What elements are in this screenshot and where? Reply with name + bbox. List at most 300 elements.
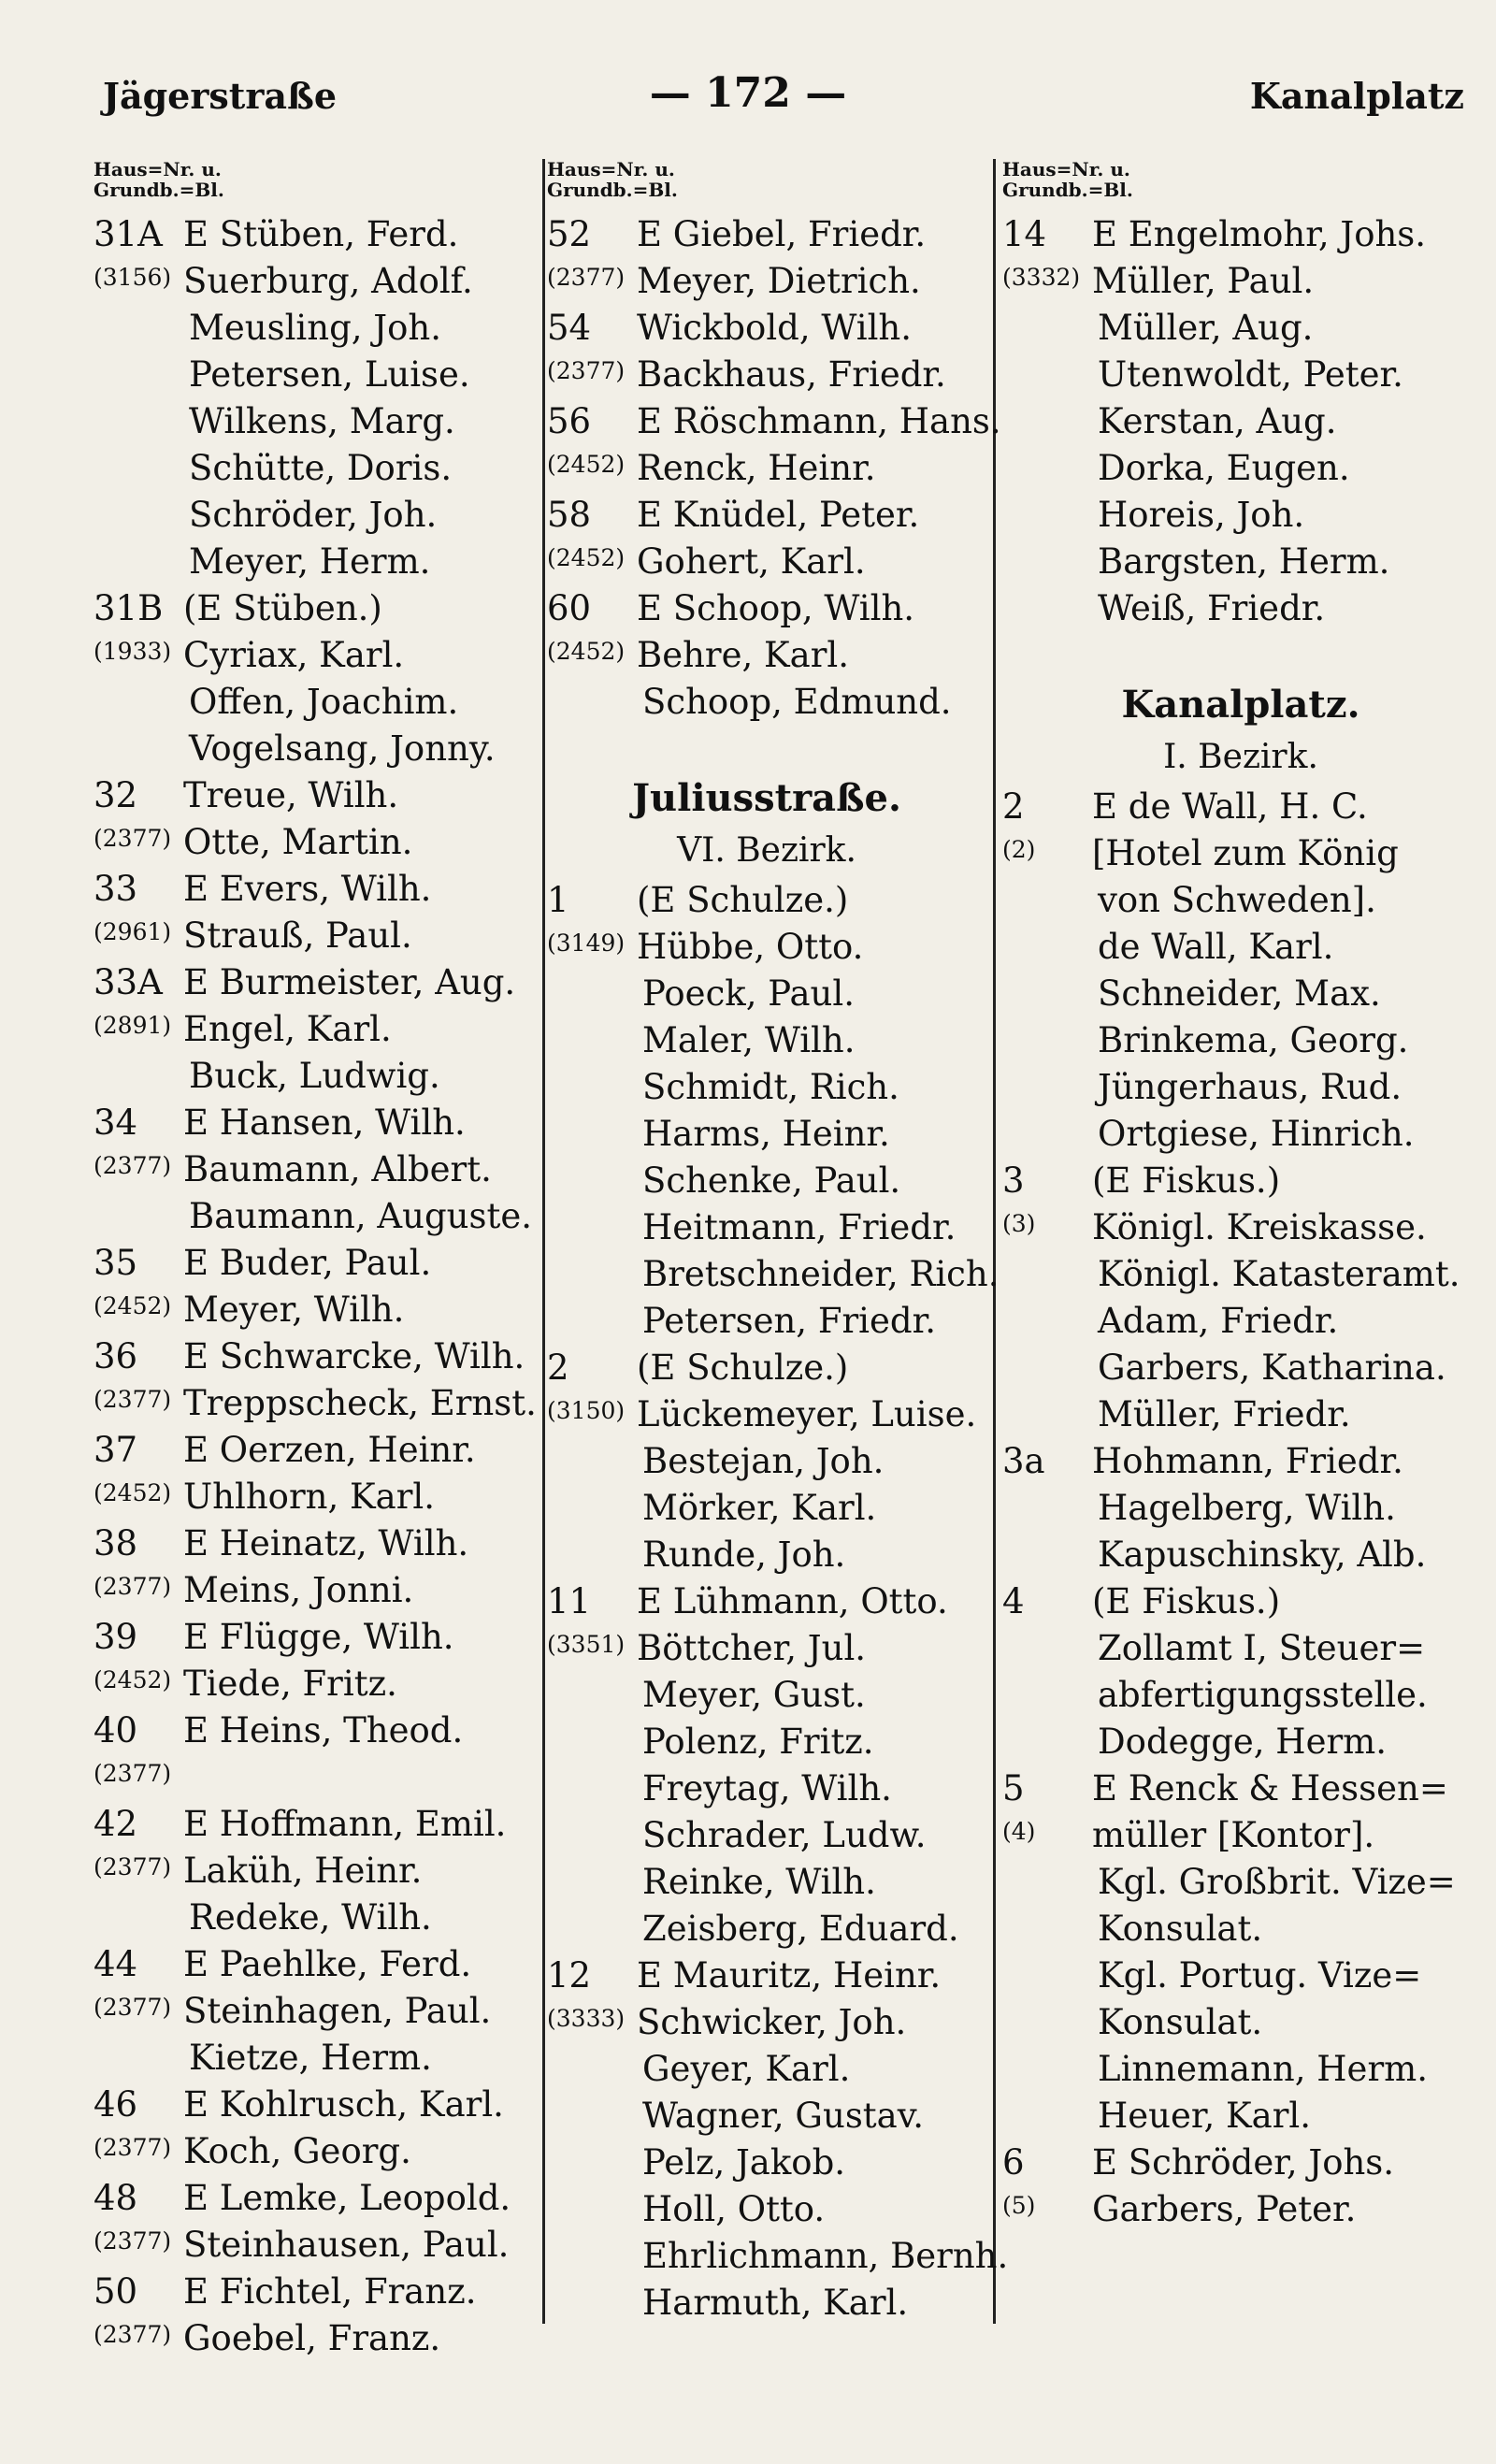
directory-entry (94, 1848, 542, 1895)
resident-name: Uhlhorn, Karl. (183, 1477, 435, 1517)
directory-entry (547, 585, 986, 632)
resident-name: Steinhagen, Paul. (183, 1991, 492, 2031)
resident-name: abfertigungsstelle. (1098, 1675, 1428, 1715)
grundbuch-number: (2377) (94, 1152, 172, 1179)
directory-entry (94, 492, 542, 539)
directory-entry (547, 1672, 986, 1719)
resident-name: E Oerzen, Heinr. (183, 1430, 476, 1470)
directory-entry (1002, 877, 1479, 924)
house-number: 14 (1002, 214, 1047, 254)
section-gap (547, 726, 986, 772)
grundbuch-number: (2377) (94, 1760, 172, 1787)
district-label: I. Bezirk. (1163, 738, 1318, 776)
resident-name: Linnemann, Herm. (1098, 2049, 1428, 2089)
column-header-line: Haus=Nr. u. (547, 158, 675, 180)
house-number: 3a (1002, 1441, 1045, 1481)
grundbuch-number: (2452) (547, 638, 626, 665)
grundbuch-number: (2961) (94, 918, 172, 945)
directory-entry (1002, 1064, 1479, 1111)
directory-entry (94, 1661, 542, 1708)
house-number: 54 (547, 308, 592, 348)
resident-name: Garbers, Peter. (1092, 2189, 1357, 2229)
resident-name: Weiß, Friedr. (1098, 588, 1326, 628)
column-header (547, 159, 986, 211)
directory-entry (94, 913, 542, 959)
directory-entry (547, 1251, 1000, 1298)
house-number: 42 (94, 1804, 138, 1844)
resident-name: Poeck, Paul. (642, 973, 855, 1014)
directory-entry (547, 305, 986, 352)
resident-name: E Kohlrusch, Karl. (183, 2084, 504, 2125)
directory-entry (94, 679, 542, 726)
directory-entry (547, 1906, 986, 1952)
house-number: 32 (94, 775, 138, 815)
directory-entry (1002, 1111, 1479, 1158)
resident-name: Renck, Heinr. (637, 448, 876, 488)
resident-name: Heuer, Karl. (1098, 2096, 1312, 2136)
directory-entry (94, 959, 542, 1006)
directory-entry (1002, 445, 1479, 492)
directory-entry (94, 1520, 542, 1567)
resident-name: E Schröder, Johs. (1092, 2142, 1395, 2183)
directory-entry (547, 1204, 986, 1251)
grundbuch-number: (2377) (94, 2321, 172, 2348)
house-number: 46 (94, 2084, 138, 2125)
directory-entry (547, 877, 986, 924)
directory-entry (94, 305, 542, 352)
directory-entry (1002, 2140, 1479, 2186)
directory-entry (547, 2186, 986, 2233)
directory-entry (1002, 258, 1479, 305)
resident-name: Dodegge, Herm. (1098, 1722, 1388, 1762)
directory-entry (547, 1765, 986, 1812)
directory-entry (1002, 1812, 1479, 1859)
grundbuch-number: (3332) (1002, 264, 1081, 291)
directory-entry (94, 2128, 542, 2175)
directory-entry (1002, 2186, 1479, 2233)
directory-entry (1002, 1298, 1479, 1345)
resident-name: Bretschneider, Rich. (642, 1254, 1000, 1294)
grundbuch-number: (2377) (94, 1853, 172, 1880)
house-number: 1 (547, 880, 569, 920)
resident-name: Behre, Karl. (637, 635, 850, 675)
directory-entry (1002, 1485, 1479, 1532)
resident-name: E Flügge, Wilh. (183, 1617, 454, 1657)
directory-entry (1002, 352, 1479, 398)
directory-entry (547, 1345, 986, 1391)
directory-entry (94, 2315, 542, 2362)
house-number: 40 (94, 1710, 138, 1751)
resident-name: Laküh, Heinr. (183, 1851, 423, 1891)
grundbuch-number: (3) (1002, 1210, 1036, 1237)
house-number: 39 (94, 1617, 138, 1657)
resident-name: Adam, Friedr. (1098, 1301, 1339, 1341)
resident-name: E Giebel, Friedr. (637, 214, 927, 254)
resident-name: Reinke, Wilh. (642, 1862, 876, 1902)
resident-name: E Burmeister, Aug. (183, 962, 516, 1002)
grundbuch-number: (2377) (94, 825, 172, 852)
directory-entry (547, 679, 986, 726)
resident-name: E Hansen, Wilh. (183, 1102, 466, 1143)
house-number: 58 (547, 495, 592, 535)
resident-name: Strauß, Paul. (183, 915, 412, 956)
directory-entry (547, 352, 986, 398)
house-number: 60 (547, 588, 592, 628)
house-number: 31B (94, 588, 164, 628)
directory-entry (1002, 1719, 1479, 1765)
directory-entry (1002, 1859, 1479, 1906)
resident-name: Königl. Kreiskasse. (1092, 1207, 1427, 1247)
column-header-line: Haus=Nr. u. (94, 158, 222, 180)
directory-entry (1002, 1017, 1479, 1064)
resident-name: Suerburg, Adolf. (183, 261, 473, 301)
resident-name: E Paehlke, Ferd. (183, 1944, 472, 1984)
resident-name: Offen, Joachim. (189, 682, 459, 722)
resident-name: Vogelsang, Jonny. (189, 728, 496, 769)
directory-entry (547, 1485, 986, 1532)
directory-entry (547, 1578, 986, 1625)
resident-name: Maler, Wilh. (642, 1020, 856, 1060)
directory-entry (94, 539, 542, 585)
resident-name: Brinkema, Georg. (1098, 1020, 1409, 1060)
resident-name: Schmidt, Rich. (642, 1067, 899, 1107)
house-number: 50 (94, 2271, 138, 2312)
grundbuch-number: (4) (1002, 1818, 1036, 1845)
resident-name: Treppscheck, Ernst. (183, 1383, 537, 1423)
resident-name: (E Fiskus.) (1092, 1581, 1281, 1621)
resident-name: Petersen, Friedr. (642, 1301, 936, 1341)
directory-column-1 (94, 159, 542, 2362)
directory-entry (1002, 305, 1479, 352)
directory-entry (1002, 1204, 1479, 1251)
resident-name: Hagelberg, Wilh. (1098, 1488, 1396, 1528)
house-number: 3 (1002, 1160, 1025, 1201)
grundbuch-number: (2377) (94, 1573, 172, 1600)
directory-entry (1002, 585, 1479, 632)
directory-entry (94, 2175, 542, 2222)
column-divider (542, 159, 545, 2324)
directory-entry (94, 585, 542, 632)
directory-entry (1002, 1251, 1479, 1298)
resident-name: Müller, Friedr. (1098, 1394, 1351, 1434)
directory-entry (94, 632, 542, 679)
resident-name: Zeisberg, Eduard. (642, 1909, 959, 1949)
directory-entry (1002, 1765, 1479, 1812)
directory-entry (94, 1100, 542, 1146)
directory-entry (94, 258, 542, 305)
directory-entry (547, 1812, 986, 1859)
resident-name: Freytag, Wilh. (642, 1768, 892, 1808)
directory-entry (94, 1053, 542, 1100)
resident-name: Meusling, Joh. (189, 308, 442, 348)
directory-entry (94, 1146, 542, 1193)
resident-name: Königl. Katasteramt. (1098, 1254, 1460, 1294)
resident-name: Geyer, Karl. (642, 2049, 851, 2089)
resident-name: Runde, Joh. (642, 1535, 846, 1575)
house-number: 4 (1002, 1581, 1025, 1621)
house-number: 37 (94, 1430, 138, 1470)
street-title: Kanalplatz. (1121, 683, 1360, 727)
directory-entry (94, 1614, 542, 1661)
resident-name: E Röschmann, Hans. (637, 401, 1001, 441)
resident-name: Cyriax, Karl. (183, 635, 405, 675)
column-header (94, 159, 542, 211)
grundbuch-number: (2452) (547, 451, 626, 478)
directory-entry (1002, 1391, 1479, 1438)
resident-name: Koch, Georg. (183, 2131, 411, 2171)
resident-name: Meyer, Dietrich. (637, 261, 921, 301)
grundbuch-number: (2452) (547, 544, 626, 571)
directory-entry (1002, 1906, 1479, 1952)
house-number: 44 (94, 1944, 138, 1984)
directory-entry (94, 2082, 542, 2128)
house-number: 35 (94, 1243, 138, 1283)
resident-name: Schwicker, Joh. (637, 2002, 907, 2042)
resident-name: Meins, Jonni. (183, 1570, 414, 1610)
directory-entry (1002, 1578, 1479, 1625)
directory-entry (1002, 1952, 1479, 1999)
resident-name: Engel, Karl. (183, 1009, 392, 1049)
resident-name: Harms, Heinr. (642, 1114, 890, 1154)
district-label: VI. Bezirk. (677, 831, 856, 870)
directory-entry (1002, 971, 1479, 1017)
directory-entry (94, 1941, 542, 1988)
resident-name: Holl, Otto. (642, 2189, 826, 2229)
directory-entry (547, 1064, 986, 1111)
resident-name: Müller, Paul. (1092, 261, 1315, 301)
resident-name: Ehrlichmann, Bernh. (642, 2236, 1009, 2276)
resident-name: E Lemke, Leopold. (183, 2178, 511, 2218)
resident-name: Petersen, Luise. (189, 354, 470, 395)
directory-entry (94, 2222, 542, 2269)
directory-entry (1002, 1158, 1479, 1204)
directory-entry (94, 211, 542, 258)
directory-entry (94, 1567, 542, 1614)
house-number: 34 (94, 1102, 138, 1143)
resident-name: (E Schulze.) (637, 880, 849, 920)
directory-entry (547, 258, 986, 305)
resident-name: Kgl. Portug. Vize= (1098, 1955, 1422, 1996)
directory-entry (547, 1532, 986, 1578)
directory-entry (547, 632, 986, 679)
directory-entry (1002, 2046, 1479, 2093)
running-head-right: Kanalplatz (1249, 75, 1464, 117)
directory-entry (94, 866, 542, 913)
resident-name: Pelz, Jakob. (642, 2142, 846, 2183)
house-number: 12 (547, 1955, 592, 1996)
resident-name: Schenke, Paul. (642, 1160, 901, 1201)
directory-entry (547, 1625, 986, 1672)
house-number: 52 (547, 214, 592, 254)
house-number: 6 (1002, 2142, 1025, 2183)
column-header-line: Haus=Nr. u. (1002, 158, 1130, 180)
resident-name: Baumann, Auguste. (189, 1196, 532, 1236)
resident-name: Meyer, Gust. (642, 1675, 866, 1715)
directory-entry (547, 539, 986, 585)
directory-entry (94, 2269, 542, 2315)
resident-name: Konsulat. (1098, 1909, 1263, 1949)
directory-entry (94, 1287, 542, 1333)
resident-name: (E Schulze.) (637, 1347, 849, 1388)
resident-name: Meyer, Wilh. (183, 1290, 405, 1330)
directory-entry (547, 1391, 986, 1438)
grundbuch-number: (5) (1002, 2192, 1036, 2219)
resident-name: Backhaus, Friedr. (637, 354, 946, 395)
resident-name: E Heinatz, Wilh. (183, 1523, 469, 1563)
resident-name: Schneider, Max. (1098, 973, 1381, 1014)
column-header-line: Grundb.=Bl. (1002, 179, 1133, 201)
directory-entry (547, 2093, 986, 2140)
directory-entry (1002, 1438, 1479, 1485)
resident-name: E Heins, Theod. (183, 1710, 464, 1751)
grundbuch-number: (3333) (547, 2005, 626, 2032)
resident-name: E Hoffmann, Emil. (183, 1804, 507, 1844)
directory-entry (94, 398, 542, 445)
resident-name: Hübbe, Otto. (637, 927, 864, 967)
grundbuch-number: (3156) (94, 264, 172, 291)
resident-name: Wickbold, Wilh. (637, 308, 912, 348)
directory-entry (94, 772, 542, 819)
directory-entry (547, 1017, 986, 1064)
directory-entry (547, 1952, 986, 1999)
house-number: 36 (94, 1336, 138, 1376)
grundbuch-number: (3150) (547, 1397, 626, 1424)
directory-entry (1002, 211, 1479, 258)
directory-entry (547, 2140, 986, 2186)
resident-name: (E Fiskus.) (1092, 1160, 1281, 1201)
grundbuch-number: (2452) (94, 1479, 172, 1506)
resident-name: Bestejan, Joh. (642, 1441, 885, 1481)
house-number: 31A (94, 214, 163, 254)
resident-name: de Wall, Karl. (1098, 927, 1334, 967)
grundbuch-number: (2377) (94, 2227, 172, 2255)
directory-entry (1002, 539, 1479, 585)
resident-name: E Schoop, Wilh. (637, 588, 915, 628)
grundbuch-number: (2) (1002, 836, 1036, 863)
column-header-line: Grundb.=Bl. (547, 179, 678, 201)
house-number: 56 (547, 401, 592, 441)
directory-entry (94, 1240, 542, 1287)
resident-name: Polenz, Fritz. (642, 1722, 874, 1762)
directory-entry (547, 924, 986, 971)
directory-entry (1002, 1532, 1479, 1578)
resident-name: Kgl. Großbrit. Vize= (1098, 1862, 1456, 1902)
column-divider (993, 159, 996, 2324)
resident-name: Böttcher, Jul. (637, 1628, 867, 1668)
directory-entry (94, 1380, 542, 1427)
grundbuch-number: (2377) (94, 1994, 172, 2021)
directory-entry (1002, 2093, 1479, 2140)
directory-entry (547, 1859, 986, 1906)
resident-name: Garbers, Katharina. (1098, 1347, 1446, 1388)
street-title: Juliusstraße. (632, 776, 901, 820)
directory-entry (547, 1298, 986, 1345)
resident-name: E Mauritz, Heinr. (637, 1955, 942, 1996)
resident-name: Kerstan, Aug. (1098, 401, 1337, 441)
directory-entry (547, 445, 986, 492)
house-number: 2 (1002, 786, 1025, 827)
resident-name: Schröder, Joh. (189, 495, 438, 535)
resident-name: E Schwarcke, Wilh. (183, 1336, 525, 1376)
grundbuch-number: (3351) (547, 1631, 626, 1658)
directory-entry (547, 1438, 986, 1485)
running-head-left: Jägerstraße (103, 75, 338, 117)
resident-name: Mörker, Karl. (642, 1488, 877, 1528)
directory-entry (94, 1333, 542, 1380)
directory-entry (94, 352, 542, 398)
directory-entry (1002, 398, 1479, 445)
directory-entry (94, 1801, 542, 1848)
directory-entry (94, 726, 542, 772)
directory-entry (94, 1988, 542, 2035)
resident-name: E Stüben, Ferd. (183, 214, 459, 254)
resident-name: E de Wall, H. C. (1092, 786, 1368, 827)
resident-name: Harmuth, Karl. (642, 2283, 909, 2323)
resident-name: Dorka, Eugen. (1098, 448, 1350, 488)
grundbuch-number: (2452) (94, 1292, 172, 1319)
resident-name: Konsulat. (1098, 2002, 1263, 2042)
directory-entry (94, 1474, 542, 1520)
directory-entry (547, 2233, 1009, 2280)
resident-name: E Engelmohr, Johs. (1092, 214, 1427, 254)
grundbuch-number: (2377) (94, 1386, 172, 1413)
resident-name: Schrader, Ludw. (642, 1815, 927, 1855)
resident-name: Meyer, Herm. (189, 541, 431, 582)
house-number: 38 (94, 1523, 138, 1563)
resident-name: Hohmann, Friedr. (1092, 1441, 1403, 1481)
resident-name: von Schweden]. (1098, 880, 1376, 920)
directory-entry (547, 211, 986, 258)
section-gap (1002, 632, 1479, 679)
page-number: — 172 — (649, 69, 847, 117)
resident-name: Otte, Martin. (183, 822, 413, 862)
resident-name: Utenwoldt, Peter. (1098, 354, 1403, 395)
resident-name: Wilkens, Marg. (189, 401, 455, 441)
column-header-line: Grundb.=Bl. (94, 179, 224, 201)
grundbuch-number: (2891) (94, 1012, 172, 1039)
resident-name: Heitmann, Friedr. (642, 1207, 957, 1247)
resident-name: Redeke, Wilh. (189, 1897, 432, 1938)
directory-entry (1002, 1672, 1479, 1719)
directory-entry (1002, 1625, 1479, 1672)
directory-entry (547, 2046, 986, 2093)
resident-name: Müller, Aug. (1098, 308, 1314, 348)
directory-entry (547, 2280, 986, 2327)
directory-entry (94, 2035, 542, 2082)
resident-name: E Buder, Paul. (183, 1243, 432, 1283)
directory-entry (547, 1719, 986, 1765)
resident-name: Goebel, Franz. (183, 2318, 441, 2358)
directory-column-3 (1002, 159, 1479, 2233)
directory-entry (547, 1999, 986, 2046)
directory-entry (1002, 1345, 1479, 1391)
resident-name: Steinhausen, Paul. (183, 2225, 510, 2265)
directory-entry (94, 1006, 542, 1053)
resident-name: Bargsten, Herm. (1098, 541, 1390, 582)
directory-entry (94, 1754, 542, 1801)
resident-name: Tiede, Fritz. (183, 1664, 397, 1704)
directory-entry (547, 492, 986, 539)
directory-entry (94, 819, 542, 866)
directory-entry (94, 1193, 542, 1240)
resident-name: Gohert, Karl. (637, 541, 866, 582)
resident-name: Kapuschinsky, Alb. (1098, 1535, 1427, 1575)
directory-entry (94, 1708, 542, 1754)
resident-name: E Knüdel, Peter. (637, 495, 920, 535)
house-number: 2 (547, 1347, 569, 1388)
resident-name: Buck, Ludwig. (189, 1056, 440, 1096)
grundbuch-number: (3149) (547, 929, 626, 957)
